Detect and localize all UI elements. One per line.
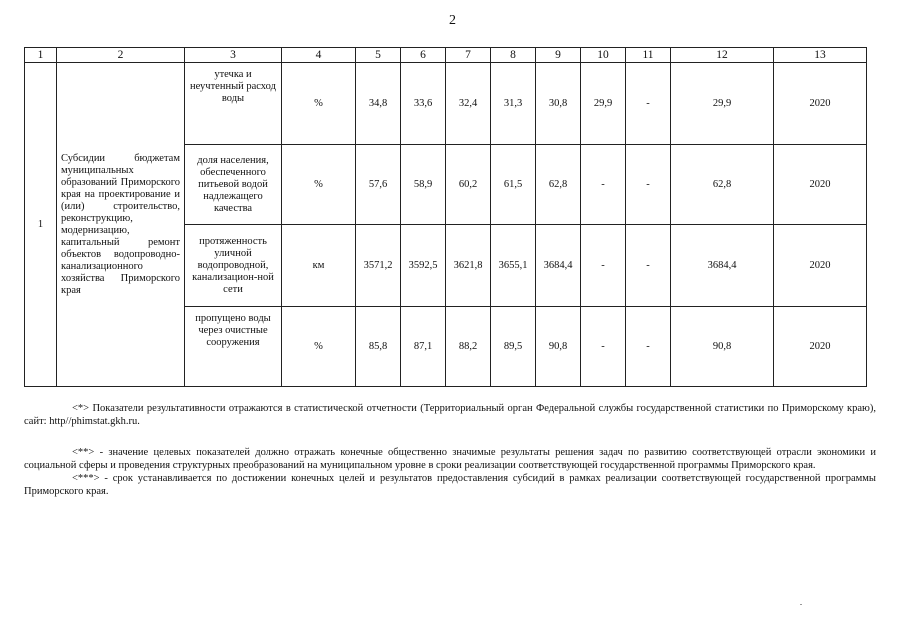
indicator-name: пропущено воды через очистные сооружения — [185, 307, 282, 387]
indicator-name: доля населения, обеспеченного питьевой водой надлежащего качества — [185, 145, 282, 225]
indicator-name: протяженность уличной водопроводной, канализацион-ной сети — [185, 225, 282, 307]
value-cell: 57,6 — [356, 145, 401, 225]
year-cell: 2020 — [774, 63, 867, 145]
column-number: 11 — [626, 48, 671, 63]
value-cell: 3592,5 — [401, 225, 446, 307]
value-cell: 87,1 — [401, 307, 446, 387]
year-cell: 2020 — [774, 307, 867, 387]
column-number: 1 — [25, 48, 57, 63]
total-cell: 3684,4 — [671, 225, 774, 307]
unit-cell: км — [282, 225, 356, 307]
value-cell: 89,5 — [491, 307, 536, 387]
column-number: 7 — [446, 48, 491, 63]
column-number: 12 — [671, 48, 774, 63]
value-cell: 31,3 — [491, 63, 536, 145]
column-number: 2 — [57, 48, 185, 63]
footnotes — [24, 402, 876, 498]
column-number: 13 — [774, 48, 867, 63]
column-number: 3 — [185, 48, 282, 63]
value-cell: 30,8 — [536, 63, 581, 145]
footnote: <***> - срок устанавливается по достижении конечных целей и результатов предоставления субсидий в рамках реализации соответствующей государственной программы Приморского края. — [24, 473, 876, 497]
value-cell: - — [626, 225, 671, 307]
column-number: 8 — [491, 48, 536, 63]
indicators-table — [24, 47, 867, 387]
value-cell: 90,8 — [536, 307, 581, 387]
value-cell: 32,4 — [446, 63, 491, 145]
value-cell: 61,5 — [491, 145, 536, 225]
value-cell: 3621,8 — [446, 225, 491, 307]
scan-speck — [800, 604, 802, 605]
year-cell: 2020 — [774, 145, 867, 225]
column-number: 5 — [356, 48, 401, 63]
value-cell: 3571,2 — [356, 225, 401, 307]
year-cell: 2020 — [774, 225, 867, 307]
value-cell: 88,2 — [446, 307, 491, 387]
column-number: 6 — [401, 48, 446, 63]
value-cell: 62,8 — [536, 145, 581, 225]
value-cell: 34,8 — [356, 63, 401, 145]
row-number: 1 — [25, 63, 57, 387]
table-row — [25, 63, 867, 145]
total-cell: 62,8 — [671, 145, 774, 225]
value-cell: 33,6 — [401, 63, 446, 145]
unit-cell: % — [282, 63, 356, 145]
indicator-name: утечка и неучтенный расход воды — [185, 63, 282, 145]
value-cell: 29,9 — [581, 63, 626, 145]
column-number-row — [25, 48, 867, 63]
page-number: 2 — [449, 13, 456, 28]
value-cell: 3655,1 — [491, 225, 536, 307]
value-cell: 85,8 — [356, 307, 401, 387]
unit-cell: % — [282, 307, 356, 387]
column-number: 10 — [581, 48, 626, 63]
value-cell: 58,9 — [401, 145, 446, 225]
value-cell: - — [626, 145, 671, 225]
value-cell: - — [581, 225, 626, 307]
footnote: <*> Показатели результативности отражаются в статистической отчетности (Территориальный орган Федеральной службы государственной статистики по Приморскому краю), сайт: http//phimstat.gkh.ru. — [24, 403, 876, 427]
value-cell: - — [626, 63, 671, 145]
column-number: 4 — [282, 48, 356, 63]
value-cell: - — [626, 307, 671, 387]
column-number: 9 — [536, 48, 581, 63]
value-cell: - — [581, 145, 626, 225]
total-cell: 29,9 — [671, 63, 774, 145]
unit-cell: % — [282, 145, 356, 225]
value-cell: 60,2 — [446, 145, 491, 225]
total-cell: 90,8 — [671, 307, 774, 387]
value-cell: 3684,4 — [536, 225, 581, 307]
value-cell: - — [581, 307, 626, 387]
footnote: <**> - значение целевых показателей должно отражать конечные общественно значимые результаты решения задач по развитию соответствующей отрасли экономики и социальной сферы и проведения структурных преобразований на муниципальном уровне в сроки реализации соответствующей государственной программы Приморского края. — [24, 447, 876, 471]
subsidy-description: Субсидии бюджетам муниципальных образований Приморского края на проектирование и (или) строительство, реконструкцию, модернизацию, капитальный ремонт объектов водопроводно-канализационного хозяйства Приморского края — [57, 63, 185, 387]
